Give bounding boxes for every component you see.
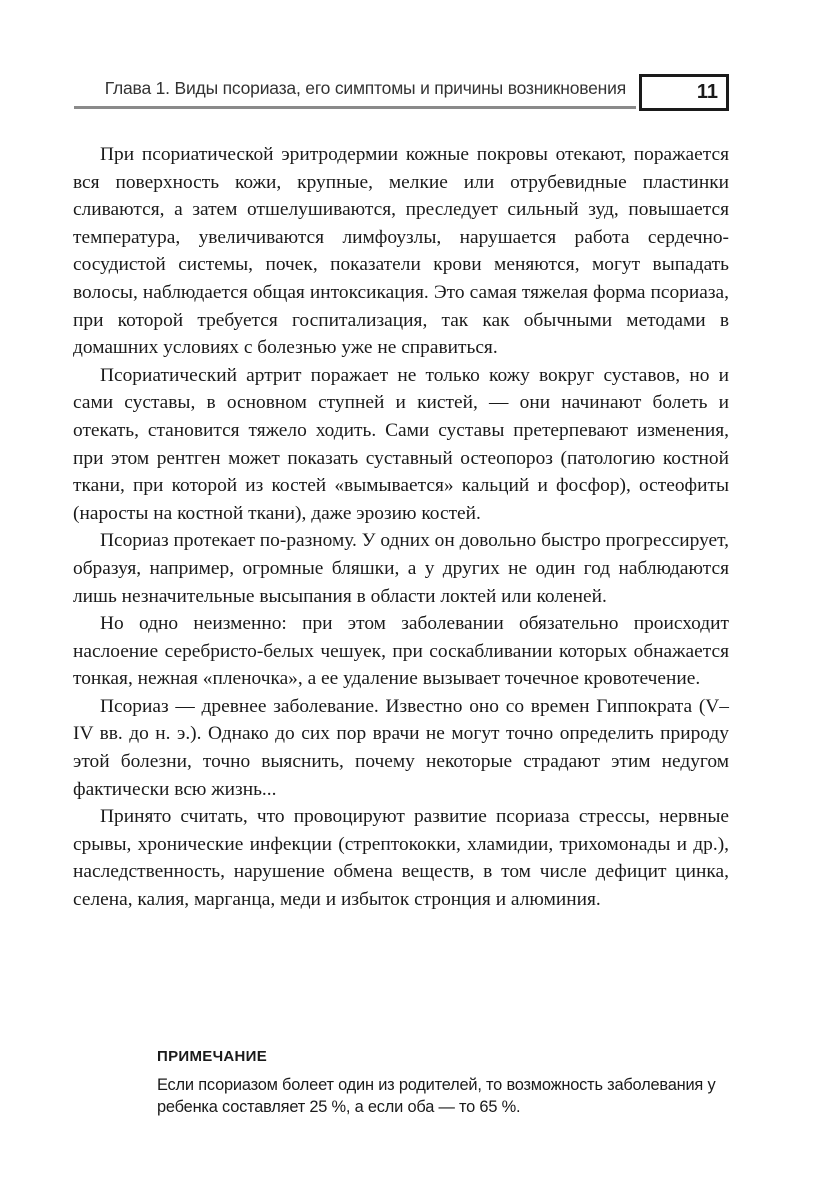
paragraph-erythroderma: При псориатической эритродермии кожные покровы отекают, поражается вся поверхность кожи, крупные, мелкие или отрубевидные пластинки сливаются, а затем отшелушиваются, преследует сильный зуд, повышается температура, увеличиваются лимфоузлы, нарушается работа сердечно-сосудистой системы, почек, показатели крови меняются, могут выпадать волосы, наблюдается общая интоксикация. Это самая тяжелая форма псориаза, при которой требуется госпитализация, так как обычными методами в домашних условиях с болезнью уже не справиться.: [73, 144, 729, 359]
chapter-title: Глава 1. Виды псориаза, его симптомы и причины возникновения: [104, 78, 626, 98]
paragraph-progression: Псориаз протекает по-разному. У одних он довольно быстро прогрессирует, образуя, например, огромные бляшки, а у других не один год наблюдаются лишь незначительные высыпания в области локтей или коленей.: [73, 530, 729, 607]
header-rule: [74, 106, 636, 109]
paragraph-history: Псориаз — древнее заболевание. Известно оно со времен Гиппократа (V–IV вв. до н. э.). Однако до сих пор врачи не могут точно определить природу этой болезни, точно выяснить, почему некоторые страдают этим недугом фактически всю жизнь...: [73, 695, 729, 800]
note-box: [157, 1048, 732, 1118]
paragraph-causes: Принято считать, что провоцируют развитие псориаза стрессы, нервные срывы, хронические инфекции (стрептококки, хламидии, трихомонады и др.), наследственность, нарушение обмена веществ, в том числе дефицит цинка, селена, калия, марганца, меди и избыток стронция и алюминия.: [73, 806, 729, 911]
paragraph-arthritis: Псориатический артрит поражает не только кожу вокруг суставов, но и сами суставы, в основном ступней и кистей, — они начинают болеть и отекать, становится тяжело ходить. Сами суставы претерпевают изменения, при этом рентген может показать суставный остеопороз (патологию костной ткани, при которой из костей «вымывается» кальций и фосфор), остеофиты (наросты на костной ткани), даже эрозию костей.: [73, 364, 729, 524]
body-text: [73, 141, 729, 914]
running-header: [74, 70, 731, 114]
paragraph-scales: Но одно неизменно: при этом заболевании обязательно происходит наслоение серебристо-белых чешуек, при соскабливании которых обнажается тонкая, нежная «пленочка», а ее удаление вызывает точечное кровотечение.: [73, 613, 729, 690]
note-title: ПРИМЕЧАНИЕ: [157, 1048, 268, 1065]
note-text: Если псориазом болеет один из родителей, то возможность заболевания у ребенка составляет 25 %, а если оба — то 65 %.: [157, 1076, 716, 1116]
page-number: 11: [639, 74, 729, 111]
